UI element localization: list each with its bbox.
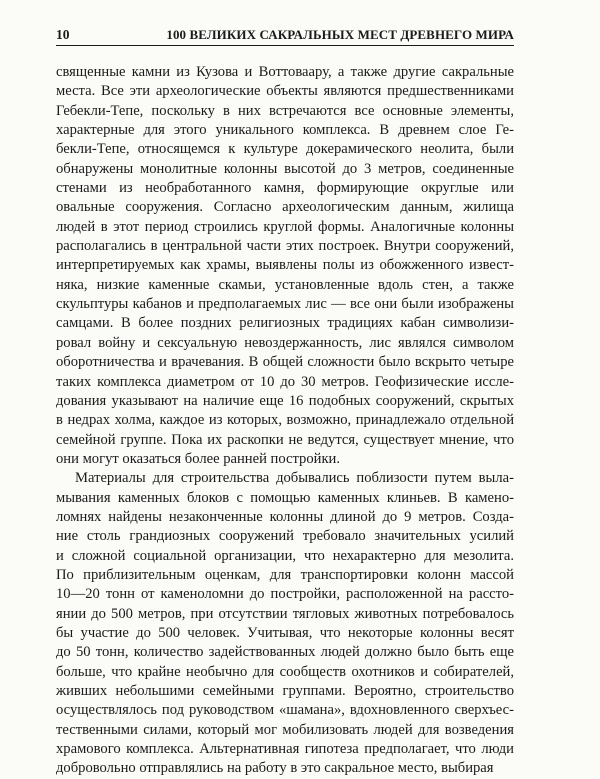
page-number: 10: [56, 27, 70, 42]
text-line: до 50 тонн, количество задействованных людей должно было быть еще: [56, 644, 514, 661]
text-line: ровал войну и сексуальную невоздержанность, лис являлся символом: [56, 334, 514, 351]
text-line: таких комплекса диаметром от 10 до 30 метров. Геофизические иссле-: [56, 373, 514, 390]
text-line: няка, низкие каменные скамьи, установленные вдоль стен, а также: [56, 276, 514, 293]
text-line: семейной группе. Пока их раскопки не ведутся, существует мнение, что: [56, 431, 514, 448]
text-line: обнаружены монолитные колонны высотой до 3 метров, соединенные: [56, 160, 514, 177]
text-line: располагались в центральной части этих построек. Внутри сооружений,: [56, 238, 514, 255]
text-line: храмового комплекса. Альтернативная гипотеза предполагает, что люди: [56, 741, 514, 758]
text-line: овальные сооружения. Согласно археологическим данным, жилища: [56, 199, 514, 216]
text-line: бекли-Тепе, относящемся к культуре докерамического неолита, были: [56, 141, 514, 158]
text-line: они могут оказаться более ранней постройки.: [56, 450, 340, 467]
text-line: мывания каменных блоков с помощью каменных клиньев. В камено-: [56, 489, 514, 506]
text-line: ние столь грандиозных сооружений требовало значительных усилий: [56, 528, 514, 545]
text-line: оборотничества и врачевания. В общей сложности было вскрыто четыре: [56, 354, 514, 371]
text-line: и сложной социальной организации, что нехарактерно для мезолита.: [56, 547, 514, 564]
text-line: самцами. В более поздних религиозных традициях кабан символизи-: [56, 315, 514, 332]
text-line: По приблизительным оценкам, для транспортировки колонн массой: [56, 566, 514, 583]
text-line: стенами из необработанного камня, формирующие округлые или: [56, 180, 514, 197]
text-line: в недрах холма, каждое из которых, возможно, принадлежало отдельной: [56, 412, 514, 429]
text-line: добровольно отправлялись на работу в это сакральное место, выбирая: [56, 760, 494, 777]
page-header: [56, 27, 514, 46]
text-line: бы участие до 500 человек. Учитывая, что некоторые колонны весят: [56, 624, 514, 641]
text-line: людей в этот период строились круглой формы. Аналогичные колонны: [56, 218, 514, 235]
text-line: тественными силами, который мог мобилизовать людей для возведения: [56, 721, 514, 738]
body-text: [56, 63, 514, 779]
text-line: священные камни из Кузова и Воттоваару, а также другие сакральные: [56, 64, 514, 80]
paragraph: [56, 63, 514, 469]
paragraph: [56, 469, 514, 779]
text-line: скульптуры кабанов и предполагаемых лис — все они были изображены: [56, 296, 514, 313]
running-title: 100 ВЕЛИКИХ САКРАЛЬНЫХ МЕСТ ДРЕВНЕГО МИРА: [166, 27, 514, 42]
text-line: ломнях найдены незаконченные колонны длиной до 9 метров. Созда-: [56, 508, 514, 525]
text-line: характерные для этого уникального комплекса. В древнем слое Ге-: [56, 122, 514, 139]
text-line: янии до 500 метров, при отсутствии тягловых животных потребовалось: [56, 605, 514, 622]
text-line: больше, что крайне необычно для сообществ охотников и собирателей,: [56, 663, 514, 680]
text-line: места. Все эти археологические объекты являются предшественниками: [56, 83, 514, 100]
text-line: Гебекли-Тепе, поскольку в них встречаются все основные элементы,: [56, 102, 514, 119]
text-line: живших небольшими семейными группами. Вероятно, строительство: [56, 683, 514, 699]
text-line: дования указывают на наличие еще 16 подобных сооружений, скрытых: [56, 392, 514, 409]
book-page: [56, 27, 514, 779]
text-line: интерпретируемых как храмы, выявлены полы из обожженного извест-: [56, 257, 514, 274]
text-line: осуществлялось под руководством «шамана», вдохновленного сверхъес-: [56, 702, 514, 719]
text-line: 10—20 тонн от каменоломни до постройки, расположенной на рассто-: [56, 586, 514, 603]
text-line: Материалы для строительства добывались поблизости путем выла-: [75, 470, 514, 487]
